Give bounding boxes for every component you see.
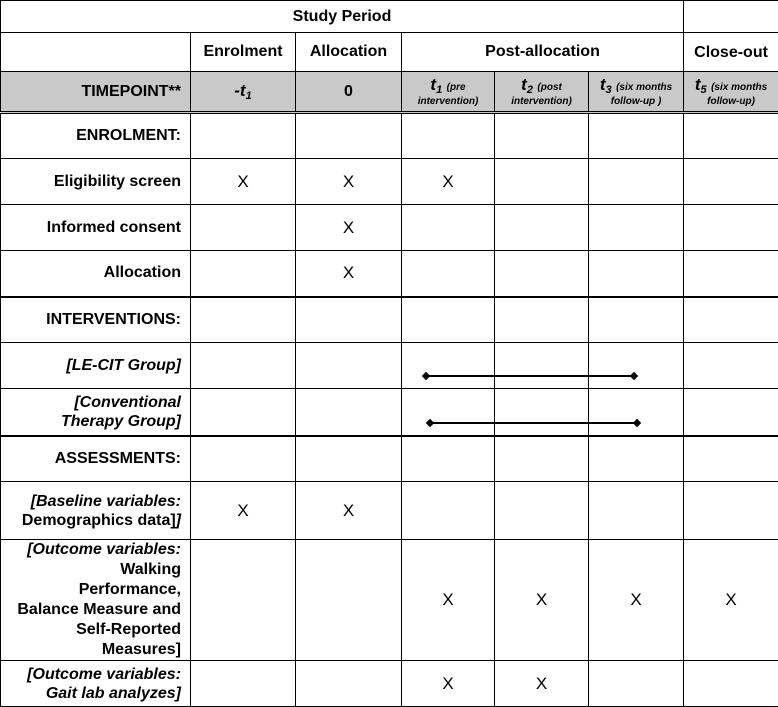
phase-post-allocation: Post-allocation: [402, 33, 684, 72]
mark: X: [191, 159, 296, 205]
table-row: [1, 343, 778, 389]
table-row: [1, 297, 778, 343]
row-label-outcome-2: [Outcome variables: Gait lab analyzes]: [1, 661, 191, 707]
mark: X: [402, 159, 495, 205]
mark: X: [296, 159, 402, 205]
timepoint-t1: $t_1$ (pre intervention): [402, 72, 495, 113]
row-label-lecit: [LE-CIT Group]: [1, 343, 191, 389]
mark: X: [191, 482, 296, 540]
row-label-eligibility: Eligibility screen: [1, 159, 191, 205]
table-row: [1, 113, 778, 159]
table-row: [1, 389, 778, 436]
table-row: [1, 159, 778, 205]
mark: X: [495, 540, 589, 661]
mark: X: [589, 540, 684, 661]
mark: X: [402, 540, 495, 661]
mark: X: [402, 661, 495, 707]
table-row: [1, 661, 778, 707]
study-period-row: [1, 1, 778, 33]
timepoint-row: [1, 72, 778, 113]
row-label-conventional: [Conventional Therapy Group]: [1, 389, 191, 436]
phase-enrolment: Enrolment: [191, 33, 296, 72]
mark: X: [495, 661, 589, 707]
row-label-allocation: Allocation: [1, 251, 191, 297]
phase-close-out: Close-out: [684, 33, 778, 72]
timepoint-label: TIMEPOINT**: [1, 72, 191, 113]
mark: X: [684, 540, 778, 661]
phase-allocation: Allocation: [296, 33, 402, 72]
table-row: [1, 205, 778, 251]
row-label-outcome-1: [Outcome variables: Walking Performance, Balance Measure and Self-Reported Measures]: [1, 540, 191, 661]
conventional-duration-line: [430, 422, 638, 424]
mark: X: [296, 482, 402, 540]
row-label-interventions: INTERVENTIONS:: [1, 297, 191, 343]
timepoint-t2: $t_2$ (post intervention): [495, 72, 589, 113]
table-row: [1, 251, 778, 297]
row-label-enrolment: ENROLMENT:: [1, 113, 191, 159]
row-label-consent: Informed consent: [1, 205, 191, 251]
row-label-assessments: ASSESSMENTS:: [1, 436, 191, 482]
empty-cell: [1, 33, 191, 72]
phase-row: [1, 33, 778, 72]
table-row: [1, 436, 778, 482]
timepoint-t5: $t_5$ (six months follow-up): [684, 72, 778, 113]
table-row: [1, 540, 778, 661]
table-row: [1, 482, 778, 540]
study-period-header: Study Period: [1, 1, 684, 33]
timepoint-t3: $t_3$ (six months follow-up ): [589, 72, 684, 113]
mark: X: [296, 205, 402, 251]
timepoint-allocation: 0: [296, 72, 402, 113]
empty-cell: [684, 1, 778, 33]
timepoint-enrolment: $-t_1$: [191, 72, 296, 113]
lecit-duration-line: [426, 375, 636, 377]
mark: X: [296, 251, 402, 297]
row-label-baseline: [Baseline variables: Demographics data]]: [1, 482, 191, 540]
